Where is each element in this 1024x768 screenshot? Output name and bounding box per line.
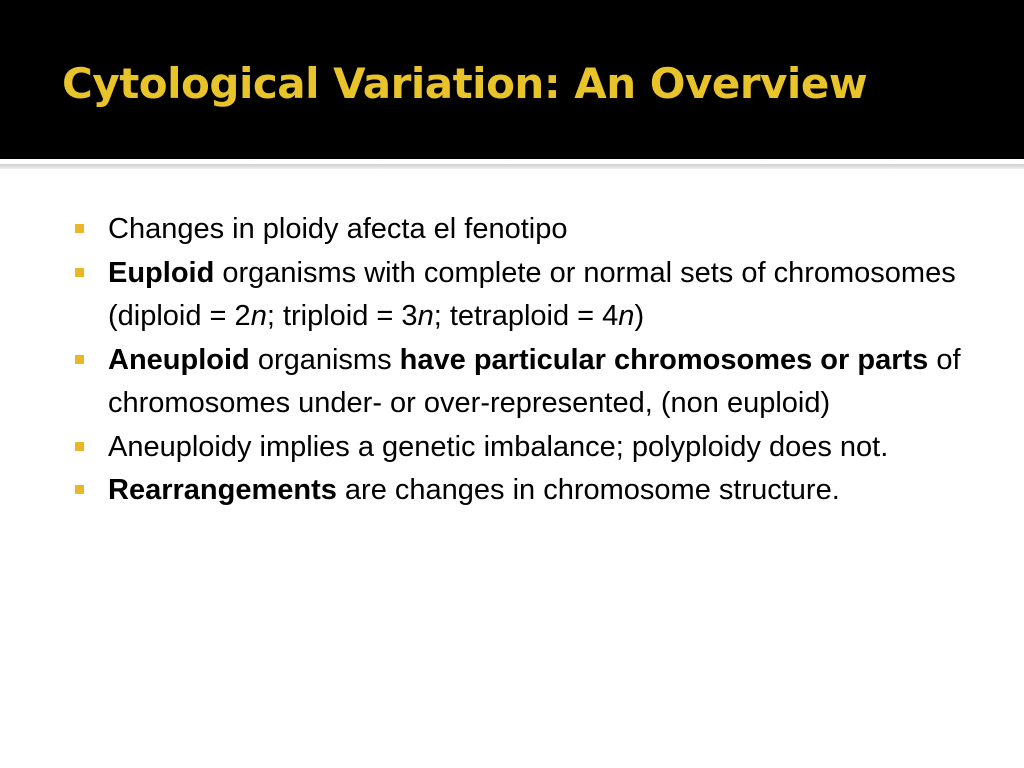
term-aneuploid: Aneuploid bbox=[108, 343, 250, 376]
square-bullet-icon bbox=[75, 355, 84, 364]
bullet-item-euploid bbox=[72, 252, 962, 339]
bullet-item-aneuploidy-imbalance bbox=[72, 426, 962, 470]
bullet-item-rearrangements bbox=[72, 469, 962, 513]
bullet-item-ploidy-changes bbox=[72, 208, 962, 252]
bullet-text: Changes in ploidy afecta el fenotipo bbox=[108, 213, 568, 245]
square-bullet-icon bbox=[75, 442, 84, 451]
bullet-text: ; triploid = 3 bbox=[266, 300, 418, 332]
term-euploid: Euploid bbox=[108, 256, 215, 289]
bullet-text: Aneuploidy implies a genetic imbalance; polyploidy does not. bbox=[108, 430, 889, 463]
bullet-text: are changes in chromosome structure. bbox=[336, 474, 840, 506]
bullet-list bbox=[72, 208, 962, 513]
square-bullet-icon bbox=[75, 224, 84, 233]
title-bar bbox=[0, 0, 1024, 159]
bullet-text: organisms bbox=[249, 343, 400, 376]
square-bullet-icon bbox=[75, 268, 84, 277]
bullet-text: of chromosomes under- or over-represented, (non euploid) bbox=[108, 343, 961, 419]
bullet-item-aneuploid bbox=[72, 339, 962, 426]
bullet-text: organisms with complete or normal sets of chromosomes (diploid = 2 bbox=[108, 256, 956, 332]
variable-n: n bbox=[250, 300, 267, 332]
variable-n: n bbox=[417, 300, 434, 332]
divider-rule bbox=[0, 164, 1024, 169]
slide-title: Cytological Variation: An Overview bbox=[62, 59, 868, 108]
variable-n: n bbox=[618, 300, 635, 332]
square-bullet-icon bbox=[75, 485, 84, 494]
emphasis-text: have particular chromosomes or parts bbox=[399, 343, 929, 376]
bullet-text: ) bbox=[634, 300, 645, 332]
bullet-text: ; tetraploid = 4 bbox=[433, 300, 619, 332]
term-rearrangements: Rearrangements bbox=[108, 474, 337, 506]
